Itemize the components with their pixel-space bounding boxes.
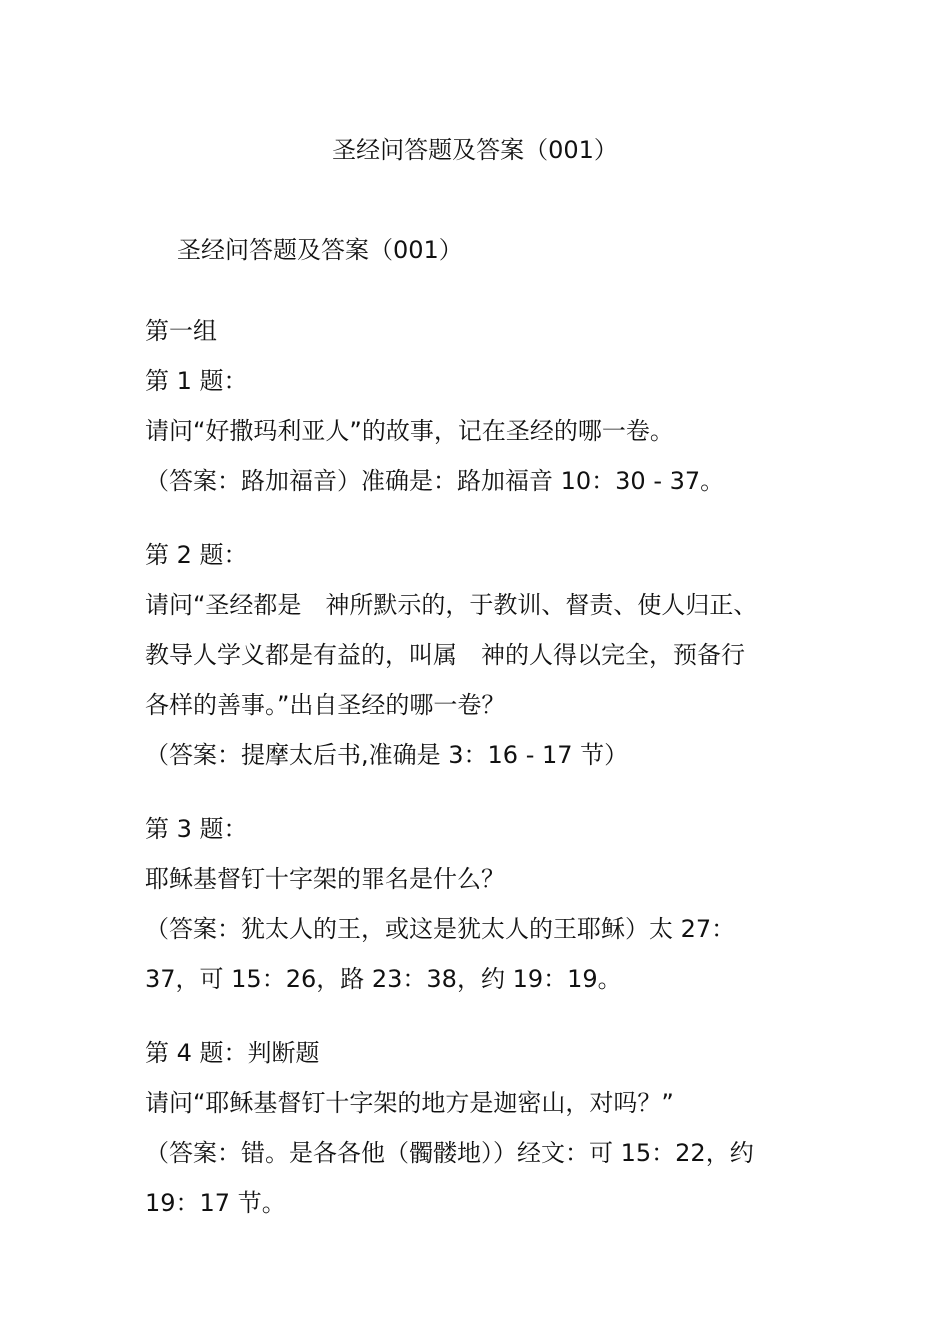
group-heading: 第一组	[145, 317, 217, 345]
question-text: 请问“耶稣基督钉十字架的地方是迦密山，对吗？”	[145, 1089, 674, 1117]
answer-text: （答案：路加福音）准确是：路加福音 10：30 - 37。	[145, 467, 725, 495]
answer-text: （答案：错。是各各他（髑髅地））经文：可 15：22，约	[145, 1139, 754, 1167]
question-text: 耶稣基督钉十字架的罪名是什么？	[145, 865, 505, 893]
question-3	[145, 804, 825, 1004]
document-subtitle: 圣经问答题及答案（001）	[177, 236, 463, 264]
question-label: 第 1 题：	[145, 367, 248, 395]
question-2	[145, 530, 825, 780]
answer-text: 37，可 15：26，路 23：38，约 19：19。	[145, 965, 622, 993]
question-text: 教导人学义都是有益的，叫属 神的人得以完全，预备行	[145, 641, 745, 669]
question-4	[145, 1028, 825, 1228]
question-text: 请问“好撒玛利亚人”的故事，记在圣经的哪一卷。	[145, 417, 674, 445]
answer-text: 19：17 节。	[145, 1189, 286, 1217]
document-content	[145, 306, 825, 1228]
question-label: 第 2 题：	[145, 541, 248, 569]
answer-text: （答案：提摩太后书,准确是 3：16 - 17 节）	[145, 741, 629, 769]
question-text: 请问“圣经都是 神所默示的，于教训、督责、使人归正、	[145, 591, 758, 619]
question-label: 第 4 题：判断题	[145, 1039, 320, 1067]
answer-text: （答案：犹太人的王，或这是犹太人的王耶稣）太 27：	[145, 915, 736, 943]
question-1	[145, 356, 825, 506]
question-label: 第 3 题：	[145, 815, 248, 843]
question-text: 各样的善事。”出自圣经的哪一卷？	[145, 691, 506, 719]
document-title: 圣经问答题及答案（001）	[332, 136, 618, 164]
question-group	[145, 306, 825, 506]
